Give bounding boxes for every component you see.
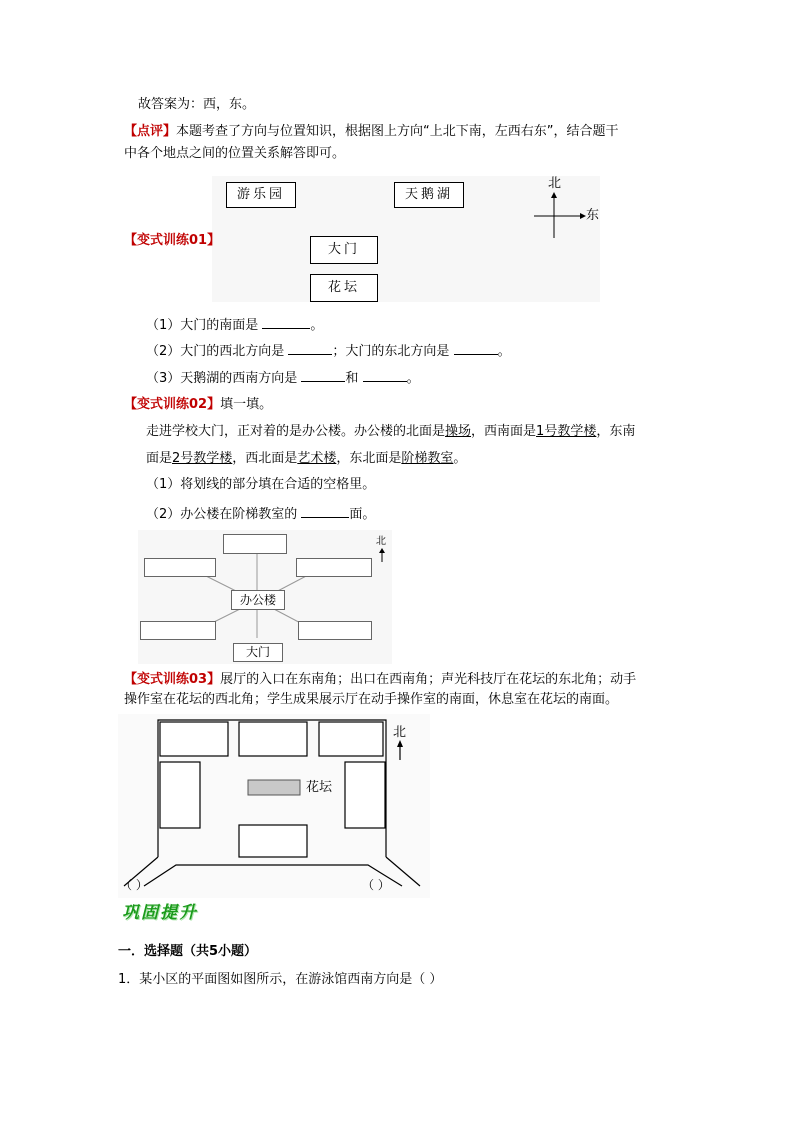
- art-building-underlined: 艺术楼: [297, 451, 337, 466]
- ex2-p2-t3: ，东北面是: [336, 451, 402, 466]
- ex1-q1-text: （1）大门的南面是: [146, 318, 259, 333]
- blank-4[interactable]: [301, 368, 345, 382]
- ex2-p1-t2: ，西南面是: [471, 424, 537, 439]
- ex1-q3-text-a: （3）天鹅湖的西南方向是: [146, 371, 298, 386]
- blank-6[interactable]: [301, 504, 349, 518]
- ex3-floor-plan: [118, 714, 430, 898]
- north-label: 北: [548, 176, 562, 191]
- slot-north[interactable]: [223, 534, 287, 554]
- ex1-q3-text-b: 和: [345, 371, 359, 386]
- ex3-flower-label: 花坛: [306, 780, 333, 795]
- ex3-north-label: 北: [393, 725, 407, 740]
- ex2-p2-t2: ，西北面是: [232, 451, 298, 466]
- north-arrow-icon: [378, 548, 386, 562]
- compass-icon: [530, 190, 590, 240]
- comment-tag: 【点评】: [124, 124, 177, 139]
- blank-1[interactable]: [262, 315, 310, 329]
- east-label: 东: [586, 208, 600, 223]
- comment-line-1: [124, 123, 619, 141]
- flower-bed-box: 花坛: [310, 274, 378, 302]
- lake-box: 天鹅湖: [394, 182, 464, 208]
- comment-line-2: 中各个地点之间的位置关系解答即可。: [124, 146, 346, 161]
- ex1-q2-text-b: ；大门的东北方向是: [332, 344, 450, 359]
- school-gate-box: 大门: [233, 643, 283, 662]
- ex2-intro: 填一填。: [220, 397, 273, 412]
- ex1-q1: [146, 315, 323, 335]
- ex2-p2-t4: 。: [453, 451, 467, 466]
- building1-underlined: 1号教学楼: [536, 424, 597, 439]
- blank-5[interactable]: [363, 368, 407, 382]
- ex2-q2: [146, 504, 375, 524]
- comment-text-1: 本题考查了方向与位置知识，根据图上方向“上北下南，左西右东”，结合题干: [176, 124, 619, 139]
- blank-3[interactable]: [454, 341, 498, 355]
- ex3-tag: 【变式训练03】: [124, 672, 221, 687]
- ex2-p1-t1: 走进学校大门，正对着的是办公楼。办公楼的北面是: [146, 424, 446, 439]
- blank-2[interactable]: [288, 341, 332, 355]
- ex1-q2: [146, 341, 511, 361]
- building2-underlined: 2号教学楼: [172, 451, 233, 466]
- ex2-heading: [124, 396, 272, 414]
- section-title: 巩固提升: [122, 903, 198, 923]
- playground-underlined: 操场: [445, 424, 472, 439]
- ex3-text-1: 展厅的入口在东南角；出口在西南角；声光科技厅在花坛的东北角；动手: [220, 672, 637, 687]
- ex2-tag: 【变式训练02】: [124, 397, 221, 412]
- entrance-answer-paren[interactable]: （ ）: [362, 878, 390, 892]
- ex3-line-2: 操作室在花坛的西北角；学生成果展示厅在动手操作室的南面，休息室在花坛的南面。: [124, 692, 619, 707]
- ex1-q3: [146, 368, 420, 388]
- lecture-hall-underlined: 阶梯教室: [401, 451, 454, 466]
- ex2-q1: （1）将划线的部分填在合适的空格里。: [146, 477, 376, 492]
- ex1-q2-end: 。: [497, 344, 511, 359]
- ex2-p2-t1: 面是: [146, 451, 173, 466]
- park-box: 游乐园: [226, 182, 296, 208]
- slot-southeast[interactable]: [298, 621, 372, 640]
- ex1-tag: 【变式训练01】: [124, 233, 221, 248]
- slot-southwest[interactable]: [140, 621, 216, 640]
- office-building-box: 办公楼: [231, 590, 285, 610]
- ex1-q1-end: 。: [310, 318, 324, 333]
- slot-northeast[interactable]: [296, 558, 372, 577]
- slot-northwest[interactable]: [144, 558, 216, 577]
- part-heading: 一．选择题（共5小题）: [118, 944, 258, 959]
- gate-box: 大门: [310, 236, 378, 264]
- exit-answer-paren[interactable]: （ ）: [120, 878, 148, 892]
- ex3-line-1: [124, 671, 636, 689]
- ex2-p1-t3: ，东南: [596, 424, 636, 439]
- ex1-q2-text-a: （2）大门的西北方向是: [146, 344, 285, 359]
- choice-question-1: 1．某小区的平面图如图所示，在游泳馆西南方向是（ ）: [118, 972, 443, 987]
- answer-line: 故答案为：西，东。: [138, 97, 256, 112]
- ex2-q2-end: 面。: [349, 507, 376, 522]
- ex2-north-label: 北: [376, 536, 386, 547]
- ex2-para-1: [146, 423, 635, 441]
- ex2-para-2: [146, 450, 466, 468]
- ex2-q2-text: （2）办公楼在阶梯教室的: [146, 507, 298, 522]
- ex1-q3-end: 。: [406, 371, 420, 386]
